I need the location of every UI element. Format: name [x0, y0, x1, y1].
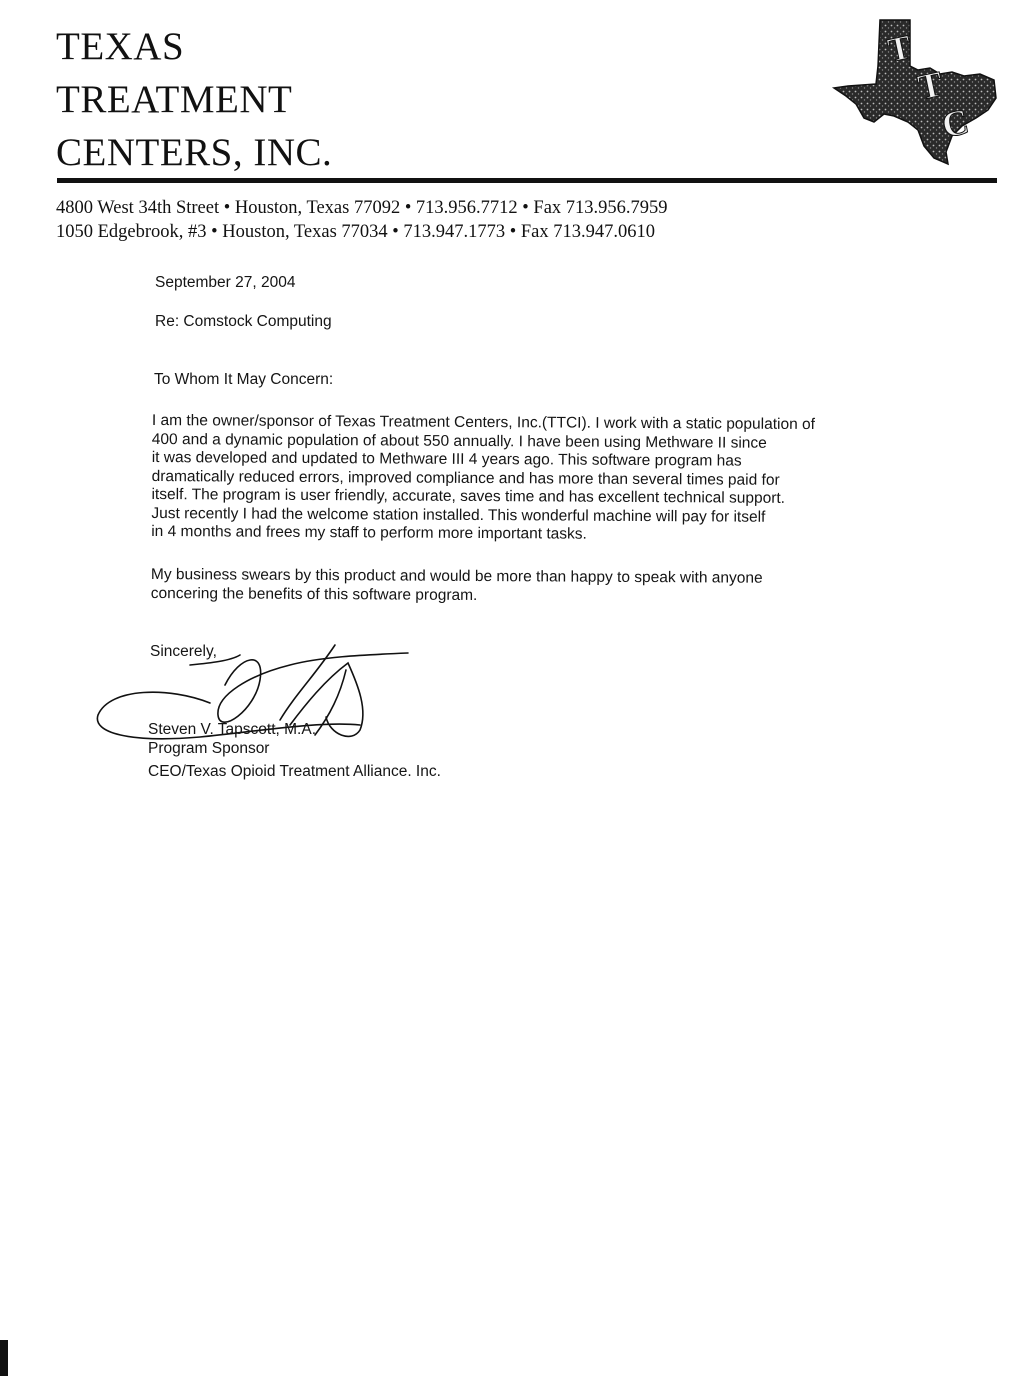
paragraph-1-line: itself. The program is user friendly, accurate, saves time and has excellent technical support. — [151, 485, 786, 507]
paragraph-2-line: My business swears by this product and would be more than happy to speak with anyone — [150, 566, 763, 587]
paragraph-2-line: concering the benefits of this software program. — [150, 584, 478, 604]
letter-paragraph-1 — [151, 412, 815, 546]
letter-paragraph-2 — [151, 566, 763, 607]
paragraph-1-line: Just recently I had the welcome station installed. This wonderful machine will pay for itself — [151, 504, 766, 526]
paragraph-1-line: I am the owner/sponsor of Texas Treatment Centers, Inc.(TTCI). I work with a static population of — [151, 412, 816, 434]
texas-shape — [834, 20, 996, 164]
address-block — [56, 196, 668, 244]
paragraph-1-line: it was developed and updated to Methware III 4 years ago. This software program has — [151, 448, 742, 470]
signer-title-ceo: CEO/Texas Opioid Treatment Alliance. Inc. — [148, 763, 441, 780]
letter-salutation: To Whom It May Concern: — [154, 371, 334, 388]
letterhead-company-name — [56, 20, 332, 179]
scan-edge-mark — [0, 1340, 8, 1376]
letter-subject: Re: Comstock Computing — [155, 313, 332, 330]
letter-date: September 27, 2004 — [155, 274, 296, 291]
svg-text:T: T — [914, 63, 947, 108]
header-divider — [57, 178, 997, 183]
paragraph-1-line: 400 and a dynamic population of about 550 annually. I have been using Methware II since — [151, 430, 767, 452]
company-name-line-1: TEXAS — [56, 25, 185, 68]
paragraph-1-line: in 4 months and frees my staff to perform more important tasks. — [151, 522, 587, 543]
signer-name: Steven V. Tapscott, M.A. — [148, 721, 317, 738]
svg-text:T: T — [884, 28, 915, 70]
address-line-1: 4800 West 34th Street • Houston, Texas 77092 • 713.956.7712 • Fax 713.956.7959 — [56, 198, 668, 218]
signer-title-program-sponsor: Program Sponsor — [148, 740, 270, 757]
paragraph-1-line: dramatically reduced errors, improved compliance and has more than several times paid for — [151, 467, 780, 489]
letter-closing: Sincerely, — [150, 643, 217, 660]
texas-map-logo — [830, 18, 1000, 166]
svg-text:C: C — [938, 101, 973, 146]
address-line-2: 1050 Edgebrook, #3 • Houston, Texas 77034 • 713.947.1773 • Fax 713.947.0610 — [56, 222, 655, 242]
company-name-line-3: CENTERS, INC. — [56, 131, 333, 174]
company-name-line-2: TREATMENT — [56, 78, 293, 121]
